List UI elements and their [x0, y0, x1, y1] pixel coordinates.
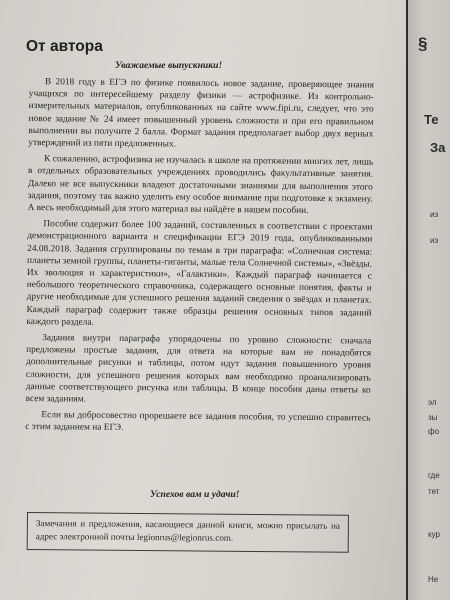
- right-line-fragment: зы: [428, 413, 438, 422]
- right-line-fragment: тет: [428, 487, 440, 496]
- section-title: От автора: [26, 38, 103, 55]
- right-page-edge: [408, 0, 450, 600]
- right-line-fragment: из: [430, 236, 439, 245]
- body-text: [25, 76, 374, 441]
- contact-note: Замечания и предложения, касающиеся данной книги, можно присылать на адрес электронной почты legionrus@legionrus.com.: [35, 518, 340, 543]
- section-sign: §: [418, 34, 428, 53]
- right-heading-fragment: Те: [424, 112, 439, 127]
- paragraph: Пособие содержит более 100 заданий, составленных в соответствии с проектами демонстрационного варианта и спецификации ЕГЭ 2019 года, опубликованными 24.08.2018. Задания сгруппированы по темам в три параграфа: «Солнечная система: планеты земной группы, планеты-гиганты, малые тела Солнечной системы», «Звёзды. Их эволюция и характеристики», «Галактики». Каждый параграф начинается с небольшого теоретического справочника, содержащего основные понятия, факты и другие необходимые для успешного решения заданий сведения о звёздах и планетах. Каждый параграф содержит также образцы решения основных типов заданий каждого раздела.: [26, 219, 373, 328]
- closing-line: Успехов вам и удачи!: [150, 489, 240, 500]
- paragraph: Если вы добросовестно прорешаете все задания пособия, то успешно справитесь с этим заданием на ЕГЭ.: [25, 410, 371, 434]
- paragraph: В 2018 году в ЕГЭ по физике появилось новое задание, проверяющее знания учащихся по интересейшему разделу физики — астрофизике. Из контрольно-измерительных материалов, опубликованных на сайте www.fipi.ru, следует, что это новое задание № 24 имеет повышенный уровень сложности и при его правильном выполнении вы получите 2 балла. Формат задания предполагает выбор двух верных утверждений из пяти предложенных.: [28, 77, 374, 150]
- paragraph: Задания внутри параграфа упорядочены по уровню сложности: сначала предложены простые задания, для ответа на которые вам не понадобятся дополнительные рисунки и таблицы, потом идут задания повышенного уровня сложности, для успешного решения которых вам необходимо проанализировать данные соответствующего рисунка или таблицы. В конце пособия даны ответы ко всем заданиям.: [25, 333, 372, 405]
- salutation: Уважаемые выпускники!: [115, 60, 223, 71]
- right-line-fragment: Не: [428, 575, 439, 584]
- right-line-fragment: из: [430, 210, 439, 219]
- paragraph: К сожалению, астрофизика не изучалась в школе на протяжении многих лет, лишь в отдельных образовательных учреждениях проводились факультативные занятия. Далеко не все выпускники владеют достаточными знаниями для выполнения этого задания, поэтому так важно уделить ему особое внимание при подготовке к экзамену. А весь необходимый для этого материал вы найдёте в нашем пособии.: [27, 154, 374, 216]
- right-line-fragment: эл: [428, 398, 437, 407]
- contact-note-box: [27, 512, 349, 553]
- right-line-fragment: кур: [428, 530, 440, 539]
- right-line-fragment: где: [428, 471, 440, 480]
- right-line-fragment: фо: [428, 427, 440, 436]
- right-heading-fragment: За: [430, 140, 446, 155]
